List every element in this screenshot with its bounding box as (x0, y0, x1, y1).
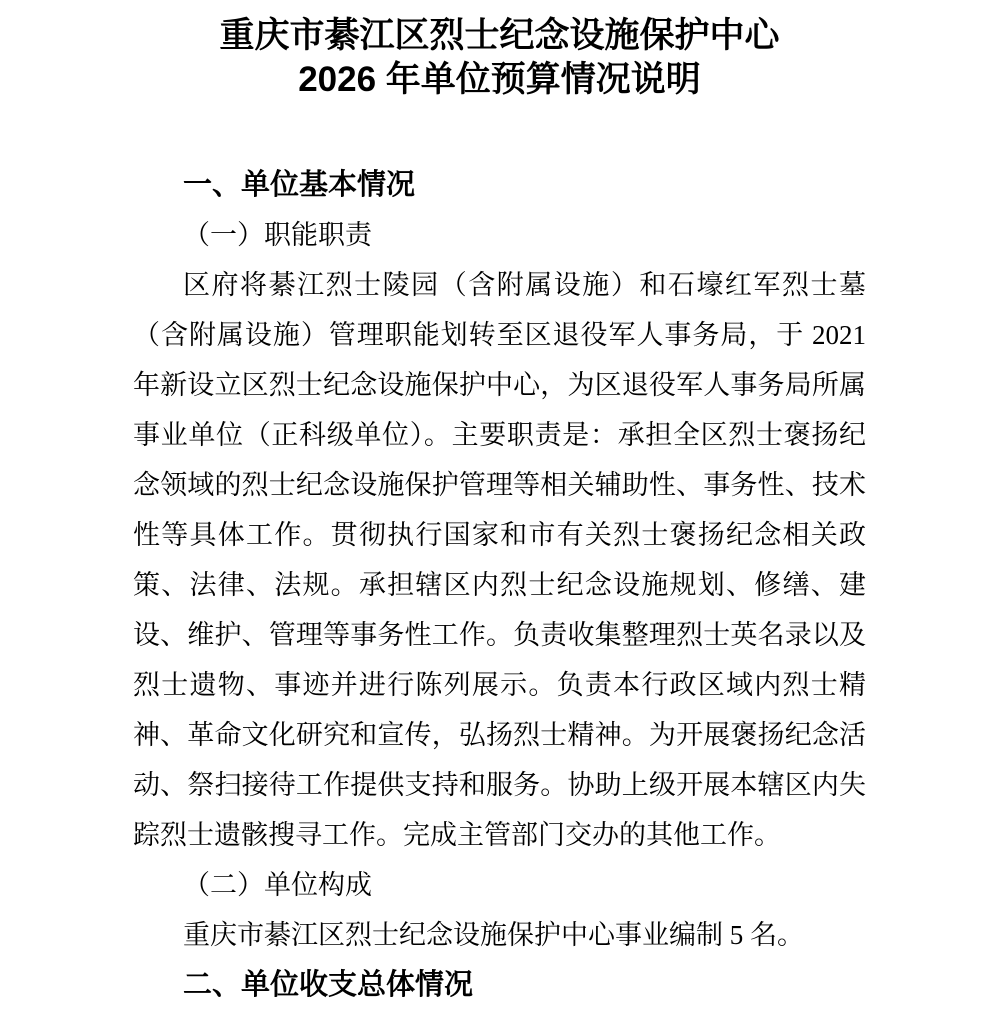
subsection-heading-unit-composition: （二）单位构成 (183, 870, 372, 900)
document-body (133, 160, 866, 1010)
subsection-heading-functions: （一）职能职责 (183, 220, 372, 250)
document-title (133, 14, 866, 102)
document-title-line2: 2026 年单位预算情况说明 (298, 60, 701, 99)
paragraph-functions-description: 区府将綦江烈士陵园（含附属设施）和石壕红军烈士墓（含附属设施）管理职能划转至区退役军人事务局，于 2021 年新设立区烈士纪念设施保护中心，为区退役军人事务局所属事业单位（正科级单位）。主要职责是：承担全区烈士褒扬纪念领域的烈士纪念设施保护管理等相关辅助性、事务性、技术性等具体工作。贯彻执行国家和市有关烈士褒扬纪念相关政策、法律、法规。承担辖区内烈士纪念设施规划、修缮、建设、维护、管理等事务性工作。负责收集整理烈士英名录以及烈士遗物、事迹并进行陈列展示。负责本行政区域内烈士精神、革命文化研究和宣传，弘扬烈士精神。为开展褒扬纪念活动、祭扫接待工作提供支持和服务。协助上级开展本辖区内失踪烈士遗骸搜寻工作。完成主管部门交办的其他工作。 (133, 270, 866, 850)
section-heading-revenue-expenditure: 二、单位收支总体情况 (183, 969, 474, 1001)
paragraph-unit-staffing: 重庆市綦江区烈士纪念设施保护中心事业编制 5 名。 (183, 920, 804, 950)
section-heading-basic-situation: 一、单位基本情况 (183, 169, 416, 201)
document-title-line1: 重庆市綦江区烈士纪念设施保护中心 (219, 16, 780, 55)
